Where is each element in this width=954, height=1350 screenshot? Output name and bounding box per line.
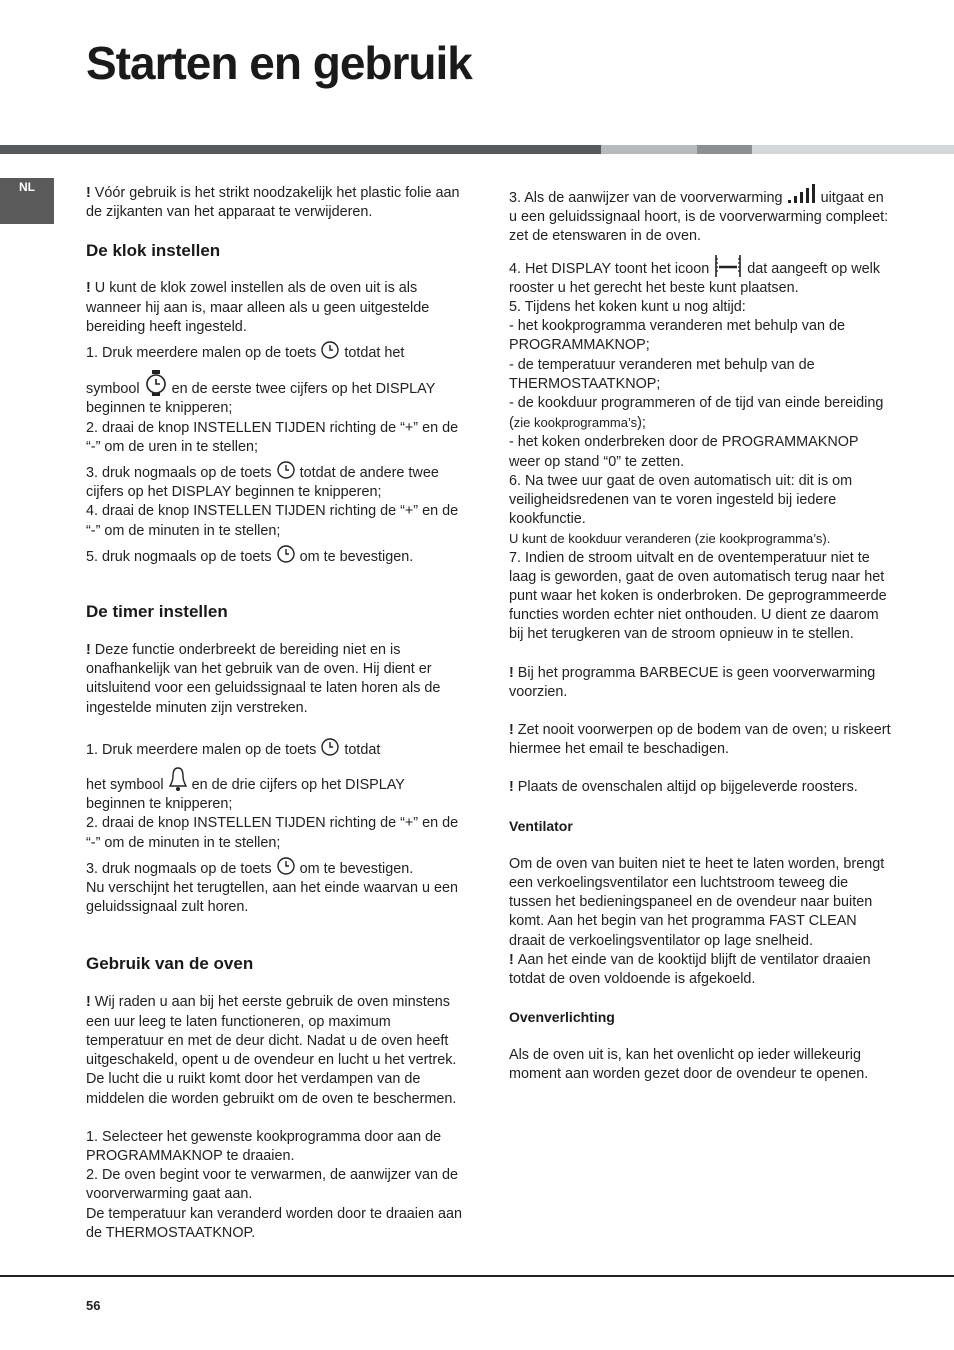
- clock-icon: [320, 340, 340, 360]
- oven-step-4: 4. Het DISPLAY toont het icoon dat aangeeft op welk rooster u het gerecht het beste kunt plaatsen.: [509, 254, 891, 298]
- see-programs-ref: zie kookprogramma’s: [699, 531, 823, 547]
- klok-step-1: 1. Druk meerdere malen op de toets totdat het: [86, 340, 466, 363]
- clock-icon: [276, 856, 296, 876]
- oven-step-7: 7. Indien de stroom uitvalt en de oventemperatuur niet te laag is geworden, gaat de oven automatisch terug naar het punt waar het koken is onderbroken. De geprogrammeerde functies worden echter niet onthouden. U dient ze daarom bij het terugkeren van de stroom opnieuw in te stellen.: [509, 549, 887, 643]
- klok-step-2: 2. draai de knop INSTELLEN TIJDEN richting de “+” en de “-” om de uren in te stellen;: [86, 419, 459, 455]
- timer-step-1: 1. Druk meerdere malen op de toets totdat: [86, 737, 466, 760]
- klok-step-4: 4. draai de knop INSTELLEN TIJDEN richting de “+” en de “-” om de minuten in te stellen;: [86, 503, 459, 539]
- shelf-icon: [713, 254, 743, 278]
- language-badge: NL: [0, 178, 54, 224]
- bar-pale: [752, 145, 954, 154]
- oven-step-5c: - de kookduur programmeren of de tijd van einde bereiding (zie kookprogramma’s);: [509, 395, 884, 432]
- oven-step-5a: - het kookprogramma veranderen met behulp van de PROGRAMMAKNOP;: [509, 318, 845, 354]
- warning-racks: ! Plaats de ovenschalen altijd op bijgeleverde roosters.: [509, 779, 858, 796]
- timer-step-2: 2. draai de knop INSTELLEN TIJDEN richting de “+” en de “-” om de minuten in te stellen;: [86, 815, 459, 851]
- timer-step-1-cont: het symbool en de drie cijfers op het DISPLAY beginnen te knipperen;: [86, 766, 466, 814]
- clock-icon: [276, 460, 296, 480]
- heading-oven: Gebruik van de oven: [86, 954, 254, 974]
- oven-step-5: 5. Tijdens het koken kunt u nog altijd:: [509, 299, 746, 316]
- oven-step-5d: - het koken onderbreken door de PROGRAMMAKNOP weer op stand “0” te zetten.: [509, 434, 859, 470]
- klok-warning: ! U kunt de klok zowel instellen als de oven uit is als wanneer hij aan is, maar alleen als u geen uitgestelde bereiding heeft ingesteld.: [86, 280, 430, 335]
- oven-step-6: 6. Na twee uur gaat de oven automatisch uit: dit is om veiligheidsredenen van te voren ingesteld bij iedere kookfunctie.: [509, 472, 853, 528]
- klok-step-1-cont: symbool en de eerste twee cijfers op het DISPLAY beginnen te knipperen;: [86, 369, 466, 418]
- klok-step-5: 5. druk nogmaals op de toets om te bevestigen.: [86, 544, 466, 567]
- timer-countdown-note: Nu verschijnt het terugtellen, aan het einde waarvan u een geluidssignaal zult horen.: [86, 880, 458, 916]
- bar-light: [601, 145, 697, 154]
- clock-icon: [320, 737, 340, 757]
- heading-timer: De timer instellen: [86, 602, 228, 622]
- oven-warning: ! Wij raden u aan bij het eerste gebruik de oven minstens een uur leeg te laten functioneren, op maximum temperatuur en met de deur dicht. Nadat u de oven heeft uitgeschakeld, opent u de ovendeur en lucht u het vertrek. De lucht die u ruikt komt door het verdampen van de middelen die worden gebruikt om de oven te beschermen.: [86, 994, 457, 1107]
- bell-icon: [168, 766, 188, 792]
- header-bars: [0, 145, 954, 154]
- oven-step-2-note: De temperatuur kan veranderd worden door te draaien aan de THERMOSTAATKNOP.: [86, 1205, 462, 1241]
- ventilator-text: Om de oven van buiten niet te heet te laten worden, brengt een verkoelingsventilator een luchtstroom teweeg die tussen het bedieningspaneel en de ovendeur naar buiten komt. Aan het begin van het programma FAST CLEAN draait de verkoelingsventilator op lage snelheid.: [509, 855, 885, 949]
- bar-dark: [0, 145, 601, 154]
- bar-mid: [697, 145, 752, 154]
- warning-bottom: ! Zet nooit voorwerpen op de bodem van de oven; u riskeert hiermee het email te beschadigen.: [509, 722, 891, 758]
- warning-barbecue: ! Bij het programma BARBECUE is geen voorverwarming voorzien.: [509, 664, 876, 700]
- timer-warning: ! Deze functie onderbreekt de bereiding niet en is onafhankelijk van het gebruik van de oven. Hij dient er uitsluitend voor een geluidssignaal te laten horen als de ingestelde minuten zijn verstreken.: [86, 642, 441, 716]
- ovenverlichting-text: Als de oven uit is, kan het ovenlicht op ieder willekeurig moment aan worden gezet door de ovendeur te openen.: [509, 1047, 869, 1083]
- oven-step-1: 1. Selecteer het gewenste kookprogramma door aan de PROGRAMMAKNOP te draaien.: [86, 1128, 442, 1164]
- clock-icon: [144, 369, 168, 397]
- oven-step-6-note: U kunt de kookduur veranderen (zie kookprogramma’s).: [509, 531, 831, 547]
- intro-warning: ! Vóór gebruik is het strikt noodzakelijk het plastic folie aan de zijkanten van het apparaat te verwijderen.: [86, 185, 460, 221]
- heading-ventilator: Ventilator: [509, 817, 573, 834]
- preheat-bars-icon: [787, 184, 817, 204]
- clock-icon: [276, 544, 296, 564]
- see-programs-ref: zie kookprogramma’s: [513, 415, 638, 431]
- klok-step-3: 3. druk nogmaals op de toets totdat de andere twee cijfers op het DISPLAY beginnen te knipperen;: [86, 460, 466, 502]
- page-number: 56: [86, 1298, 101, 1313]
- heading-ovenverlichting: Ovenverlichting: [509, 1009, 615, 1026]
- footer-rule: [0, 1275, 954, 1277]
- timer-step-3: 3. druk nogmaals op de toets om te bevestigen.: [86, 856, 466, 879]
- right-column: [509, 184, 891, 1085]
- oven-step-2: 2. De oven begint voor te verwarmen, de aanwijzer van de voorverwarming gaat aan.: [86, 1167, 458, 1203]
- oven-step-5b: - de temperatuur veranderen met behulp van de THERMOSTAATKNOP;: [509, 356, 815, 392]
- heading-klok: De klok instellen: [86, 241, 221, 261]
- page-title: Starten en gebruik: [86, 37, 472, 89]
- oven-step-3: 3. Als de aanwijzer van de voorverwarming uitgaat en u een geluidssignaal hoort, is de voorverwarming compleet: zet de etenswaren in de oven.: [509, 184, 891, 247]
- left-column: [86, 184, 466, 1243]
- ventilator-warning: ! Aan het einde van de kooktijd blijft de ventilator draaien totdat de oven voldoende is afgekoeld.: [509, 951, 871, 987]
